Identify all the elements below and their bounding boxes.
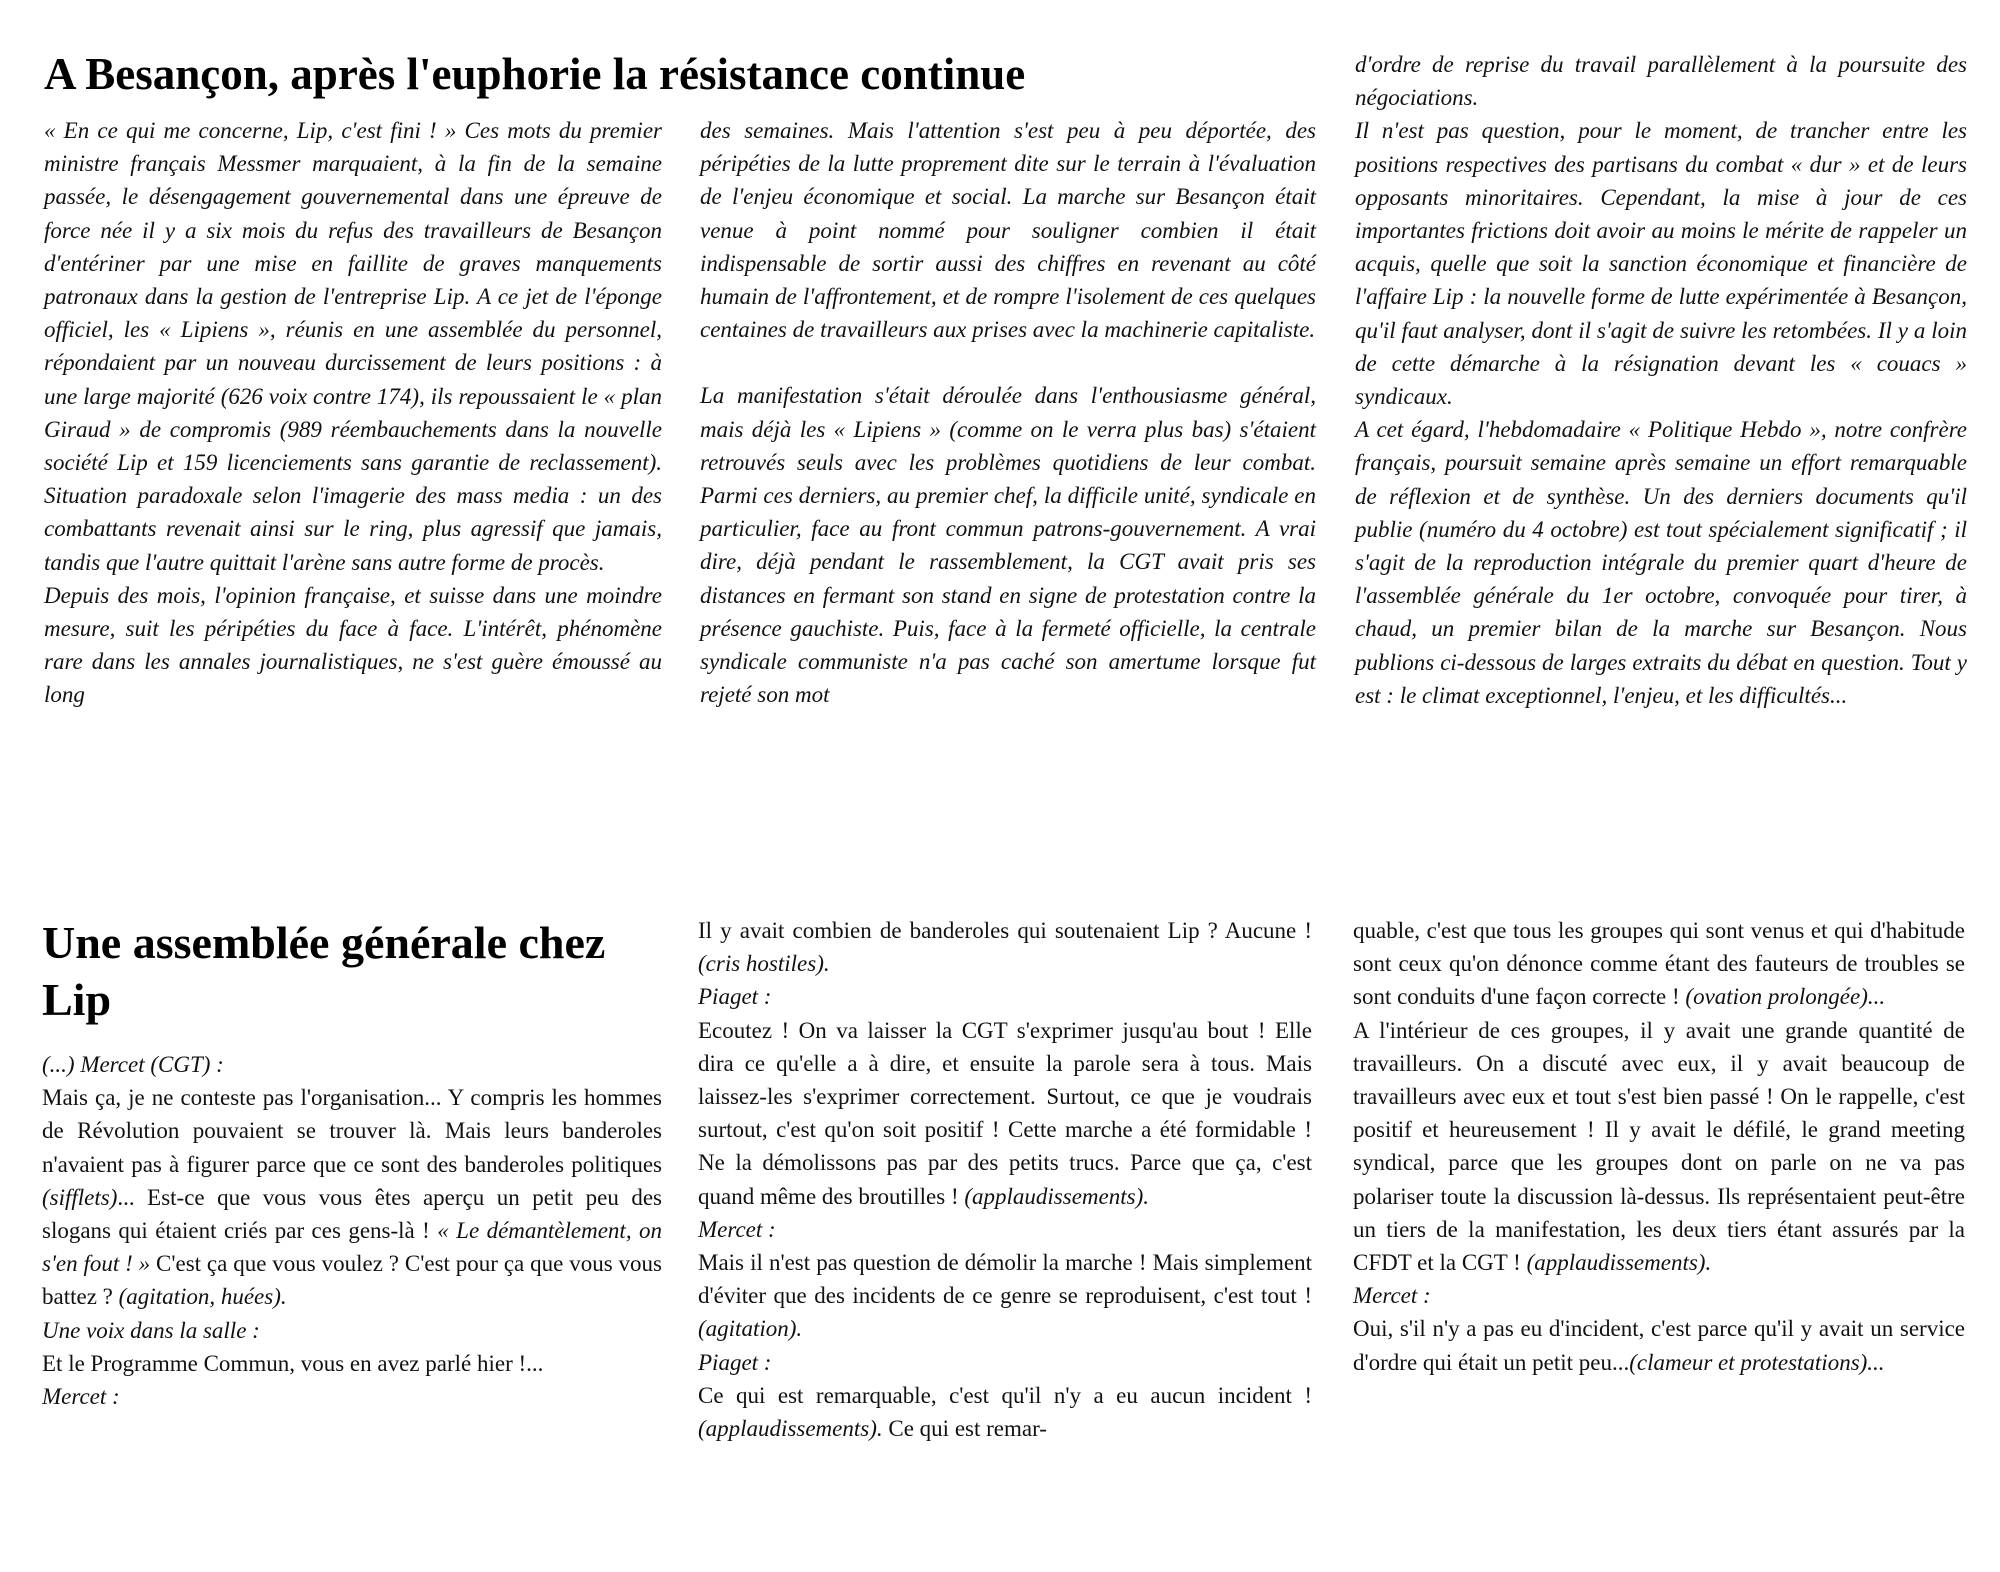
- speech-text: Mais il n'est pas question de démolir la marche ! Mais simplement d'éviter que des incidents de ce genre se reproduisent, c'est tout !: [698, 1250, 1312, 1309]
- stage-direction: (applaudissements).: [1526, 1250, 1712, 1276]
- intro-paragraph: « En ce qui me concerne, Lip, c'est fini ! » Ces mots du premier ministre français Messmer marquaient, à la fin de la semaine passée, le désengagement gouvernemental dans une épreuve de force née il y a six mois du refus des travailleurs de Besançon d'entériner par une mise en faillite de graves manquements patronaux dans la gestion de l'entreprise Lip. A ce jet de l'éponge officiel, les « Lipiens », réunis en une assemblée du personnel, répondaient par un nouveau durcissement de leurs positions : à une large majorité (626 voix contre 174), ils repoussaient le « plan Giraud » de compromis (989 réembauchements dans la nouvelle société Lip et 159 licenciements sans garantie de reclassement). Situation paradoxale selon l'imagerie des mass media : un des combattants revenait ainsi sur le ring, plus agressif que jamais, tandis que l'autre quittait l'arène sans autre forme de procès.: [44, 118, 662, 575]
- intro-paragraph: Il n'est pas question, pour le moment, de trancher entre les positions respectives des partisans du combat « dur » et de leurs opposants minoritaires. Cependant, la mise à jour de ces importantes frictions doit avoir au moins le mérite de rappeler un acquis, quelle que soit la sanction économique et financière de l'affaire Lip : la nouvelle forme de lutte expérimentée à Besançon, qu'il faut analyser, dont il s'agit de suivre les retombées. Il y a loin de cette démarche à la résignation devant les « couacs » syndicaux.: [1355, 118, 1967, 410]
- transcript-column-2: [698, 914, 1312, 1445]
- speech-text: Oui, s'il n'y a pas eu d'incident, c'est parce qu'il y avait un service d'ordre qui était un petit peu...: [1353, 1316, 1965, 1375]
- stage-direction: (agitation).: [698, 1316, 803, 1342]
- stage-direction: (sifflets): [42, 1184, 118, 1210]
- speech-text: quable, c'est que tous les groupes qui sont venus et qui d'habitude sont ceux qu'on dénonce comme étant des fauteurs de troubles se sont conduits d'une façon correcte !: [1353, 918, 1965, 1010]
- speech-paragraph: Et le Programme Commun, vous en avez parlé hier !...: [42, 1350, 544, 1376]
- speaker-label: Piaget :: [698, 984, 772, 1010]
- speaker-label: Mercet :: [42, 1384, 120, 1410]
- intro-paragraph: des semaines. Mais l'attention s'est peu à peu déportée, des péripéties de la lutte proprement dite sur le terrain à l'évaluation de l'enjeu économique et social. La marche sur Besançon était venue à point nommé pour souligner combien il était indispensable de sortir aussi des chiffres en revenant au côté humain de l'affrontement, et de rompre l'isolement de ces quelques centaines de travailleurs aux prises avec la machinerie capitaliste.: [700, 118, 1316, 343]
- speaker-label: Mercet :: [698, 1216, 776, 1242]
- speech-text: ... Est-ce que vous vous êtes aperçu un petit peu des slogans qui étaient criés par ces gens-là !: [42, 1184, 662, 1244]
- speech-paragraph: [42, 1081, 662, 1313]
- intro-paragraph: La manifestation s'était déroulée dans l'enthousiasme général, mais déjà les « Lipiens » (comme on le verra plus bas) s'étaient retrouvés seuls avec les problèmes quotidiens de leur combat. Parmi ces derniers, au premier chef, la difficile unité, syndicale en particulier, face au front commun patrons-gouvernement. A vrai dire, déjà pendant le rassemblement, la CGT avait pris ses distances en fermant son stand en signe de protestation contre la présence gauchiste. Puis, face à la fermeté officielle, la centrale syndicale communiste n'a pas caché son amertume lorsque fut rejeté son mot: [700, 383, 1316, 708]
- stage-direction: (clameur et protestations)...: [1629, 1349, 1885, 1375]
- speech-text: Ce qui est remarquable, c'est qu'il n'y a eu aucun incident !: [698, 1382, 1312, 1408]
- intro-paragraph: A cet égard, l'hebdomadaire « Politique Hebdo », notre confrère français, poursuit semaine après semaine un effort remarquable de réflexion et de synthèse. Un des derniers documents qu'il publie (numéro du 4 octobre) est tout spécialement significatif ; il s'agit de la reproduction intégrale du premier quart d'heure de l'assemblée générale du 1er octobre, convoquée pour tirer, à chaud, un premier bilan de la marche sur Besançon. Nous publions ci-dessous de larges extraits du débat en question. Tout y est : le climat exceptionnel, l'enjeu, et les difficultés...: [1355, 417, 1967, 708]
- transcript-heading: Une assemblée générale chez Lip: [42, 917, 606, 1025]
- speech-paragraph: [1353, 1014, 1965, 1280]
- speech-paragraph: [698, 1246, 1312, 1346]
- speech-text: Il y avait combien de banderoles qui soutenaient Lip ? Aucune !: [698, 918, 1312, 943]
- stage-direction: (applaudissements).: [964, 1183, 1149, 1209]
- stage-direction: (agitation, huées).: [118, 1284, 287, 1310]
- transcript-column-3: [1353, 914, 1965, 1379]
- speech-paragraph: [698, 1014, 1312, 1213]
- intro-column-2: [700, 114, 1316, 711]
- stage-direction: (cris hostiles).: [698, 951, 830, 977]
- speaker-label: (...) Mercet (CGT) :: [42, 1052, 224, 1077]
- speech-text: A l'intérieur de ces groupes, il y avait une grande quantité de travailleurs. On a discuté avec eux, il y avait beaucoup de travailleurs avec eux et tout s'est bien passé ! On le rappelle, c'est positif et heureusement ! Il y avait le défilé, le grand meeting syndical, parce que les groupes dont on parle on ne va pas polariser toute la discussion là-dessus. Ils représentaient peut-être un tiers de la manifestation, les deux tiers étant assurés par la CFDT et la CGT !: [1353, 1017, 1965, 1276]
- speaker-label: Piaget :: [698, 1349, 772, 1375]
- intro-column-1: [44, 114, 662, 712]
- article-headline: A Besançon, après l'euphorie la résistance continue: [44, 49, 1026, 99]
- speech-text: Mais ça, je ne conteste pas l'organisation... Y compris les hommes de Révolution pouvaient se trouver là. Mais leurs banderoles n'avaient pas à figurer parce que ce sont des banderoles politiques: [42, 1085, 662, 1177]
- speech-paragraph: [698, 1379, 1312, 1445]
- intro-paragraph: Depuis des mois, l'opinion française, et suisse dans une moindre mesure, suit les péripéties du face à face. L'intérêt, phénomène rare dans les annales journalistiques, ne s'est guère émoussé au long: [44, 582, 662, 708]
- speaker-label: Une voix dans la salle :: [42, 1317, 260, 1343]
- stage-direction: (applaudissements).: [698, 1416, 883, 1442]
- slogan-quote: « Le démantèlement, on s'en fout ! »: [42, 1218, 662, 1277]
- intro-paragraph: d'ordre de reprise du travail parallèlement à la poursuite des négociations.: [1355, 52, 1967, 111]
- transcript-column-1: [42, 1048, 662, 1413]
- intro-column-3: [1355, 48, 1967, 712]
- speech-text: C'est ça que vous voulez ? C'est pour ça que vous vous battez ?: [42, 1251, 662, 1310]
- speech-paragraph: [698, 914, 1312, 980]
- speech-text: Ce qui est remar-: [882, 1416, 1047, 1442]
- speaker-label: Mercet :: [1353, 1283, 1431, 1309]
- speech-paragraph: [1353, 1312, 1965, 1378]
- speech-paragraph: [1353, 914, 1965, 1014]
- speech-text: Ecoutez ! On va laisser la CGT s'exprimer jusqu'au bout ! Elle dira ce qu'elle a à dire, et ensuite la parole sera à tous. Mais laissez-les s'exprimer correctement. Surtout, ce que je voudrais surtout, c'est qu'on soit positif ! Cette marche a été formidable ! Ne la démolissons pas par des petits trucs. Parce que ça, c'est quand même des broutilles !: [698, 1017, 1312, 1209]
- stage-direction: (ovation prolongée)...: [1685, 984, 1886, 1010]
